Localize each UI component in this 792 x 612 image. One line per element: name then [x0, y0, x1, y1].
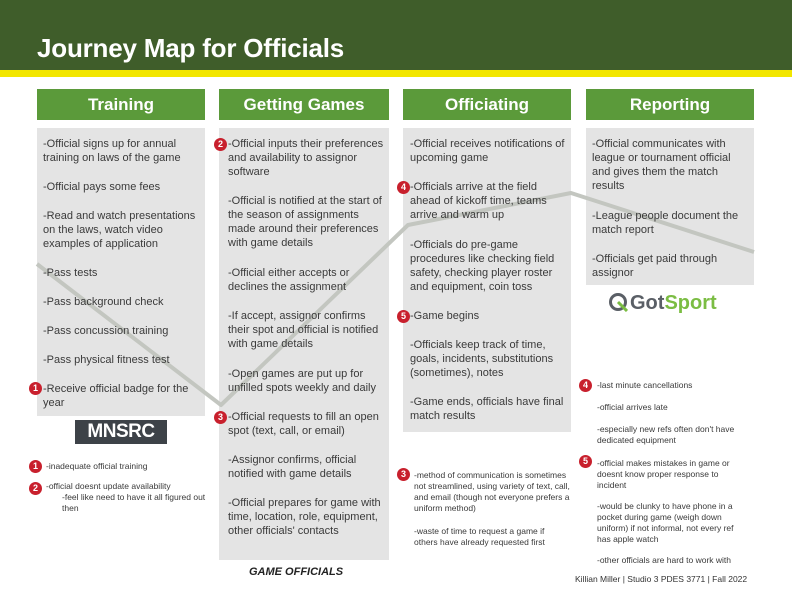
pain-point-badge: 4 [579, 379, 592, 392]
phase-header-reporting: Reporting [586, 89, 754, 120]
pain-point-note: -official doesnt update availability [46, 481, 171, 491]
pain-point-note: -last minute cancellations [597, 380, 693, 390]
pain-point-badge: 3 [397, 468, 410, 481]
training-item: -Pass background check [43, 296, 164, 308]
reporting-item: -Officials get paid through assignor [592, 253, 718, 279]
gotsport-sport: Sport [664, 292, 717, 314]
training-item: -Pass tests [43, 267, 98, 279]
pain-point-note: -other officials are hard to work with [597, 555, 732, 565]
pain-point-note: -inadequate official training [46, 461, 148, 471]
getting-games-item: -Official requests to fill an open spot (text, call, or email) [228, 411, 379, 437]
gotsport-icon [608, 292, 628, 312]
pain-point-badge: 1 [29, 460, 42, 473]
footer-credit: Killian Miller | Studio 3 PDES 3771 | Fall 2022 [575, 574, 748, 584]
officiating-item: -Game ends, officials have final match results [410, 396, 564, 422]
training-item: -Pass physical fitness test [43, 354, 170, 366]
pain-point-note: -feel like need to have it all figured out then [62, 492, 206, 513]
pain-point-badge: 3 [214, 411, 227, 424]
training-item: -Receive official badge for the year [43, 383, 189, 409]
pain-point-badge: 5 [397, 310, 410, 323]
pain-point-note: -waste of time to request a game if others have already requested first [414, 526, 545, 547]
getting-games-item: -Official either accepts or declines the assignment [228, 267, 350, 293]
gotsport-got: Got [630, 292, 665, 314]
pain-point-badge: 2 [214, 138, 227, 151]
gameofficials-logo: GAME OFFICIALS [249, 566, 344, 578]
getting-games-item: -Official is notified at the start of the season of assignments made around their preferences with game details [228, 195, 382, 249]
training-item: -Official signs up for annual training on laws of the game [43, 138, 181, 164]
pain-point-badge: 4 [397, 181, 410, 194]
training-item: -Pass concussion training [43, 325, 169, 337]
pain-point-badge: 1 [29, 382, 42, 395]
officiating-item: -Officials do pre-game procedures like checking field safety, checking player roster and equipment, coin toss [410, 239, 555, 293]
getting-games-item: -Official inputs their preferences and availability to assignor software [228, 138, 384, 178]
reporting-item: -Official communicates with league or tournament official and gives them the match results [592, 138, 731, 192]
getting-games-item: -Open games are put up for unfilled spots weekly and daily [228, 368, 376, 394]
reporting-item: -League people document the match report [592, 210, 739, 236]
phase-header-getting-games: Getting Games [219, 89, 389, 120]
officiating-item: -Officials keep track of time, goals, incidents, substitutions (sometimes), notes [410, 339, 554, 379]
getting-games-item: -If accept, assignor confirms their spot and official is notified with game details [228, 310, 379, 350]
pain-point-badge: 2 [29, 482, 42, 495]
phase-header-training: Training [37, 89, 205, 120]
pain-point-note: -official makes mistakes in game or doesnt know proper response to incident [597, 458, 730, 490]
phase-header-officiating: Officiating [403, 89, 571, 120]
getting-games-item: -Assignor confirms, official notified with game details [228, 454, 357, 480]
pain-point-note: -method of communication is sometimes not streamlined, using variety of text, call, and email (though not everyone prefers a uniform method) [414, 470, 570, 513]
officiating-item: -Officials arrive at the field ahead of kickoff time, teams arrive and warm up [410, 181, 547, 221]
pain-point-badge: 5 [579, 455, 592, 468]
officiating-item: -Game begins [410, 310, 480, 322]
page-title: Journey Map for Officials [37, 33, 345, 63]
pain-point-note: -would be clunky to have phone in a pocket during game (weigh down uniform) if not informal, not every ref has apple watch [597, 501, 734, 544]
pain-point-note: -official arrives late [597, 402, 668, 412]
training-item: -Official pays some fees [43, 181, 161, 193]
getting-games-item: -Official prepares for game with time, location, role, equipment, other officials' contacts [228, 497, 381, 537]
mnsrc-logo: MNSRC [75, 420, 167, 444]
officiating-item: -Official receives notifications of upcoming game [410, 138, 565, 164]
gotsport-logo [608, 292, 717, 315]
pain-point-note: -especially new refs often don't have dedicated equipment [597, 424, 735, 445]
training-item: -Read and watch presentations on the laws, watch video examples of application [43, 210, 196, 250]
